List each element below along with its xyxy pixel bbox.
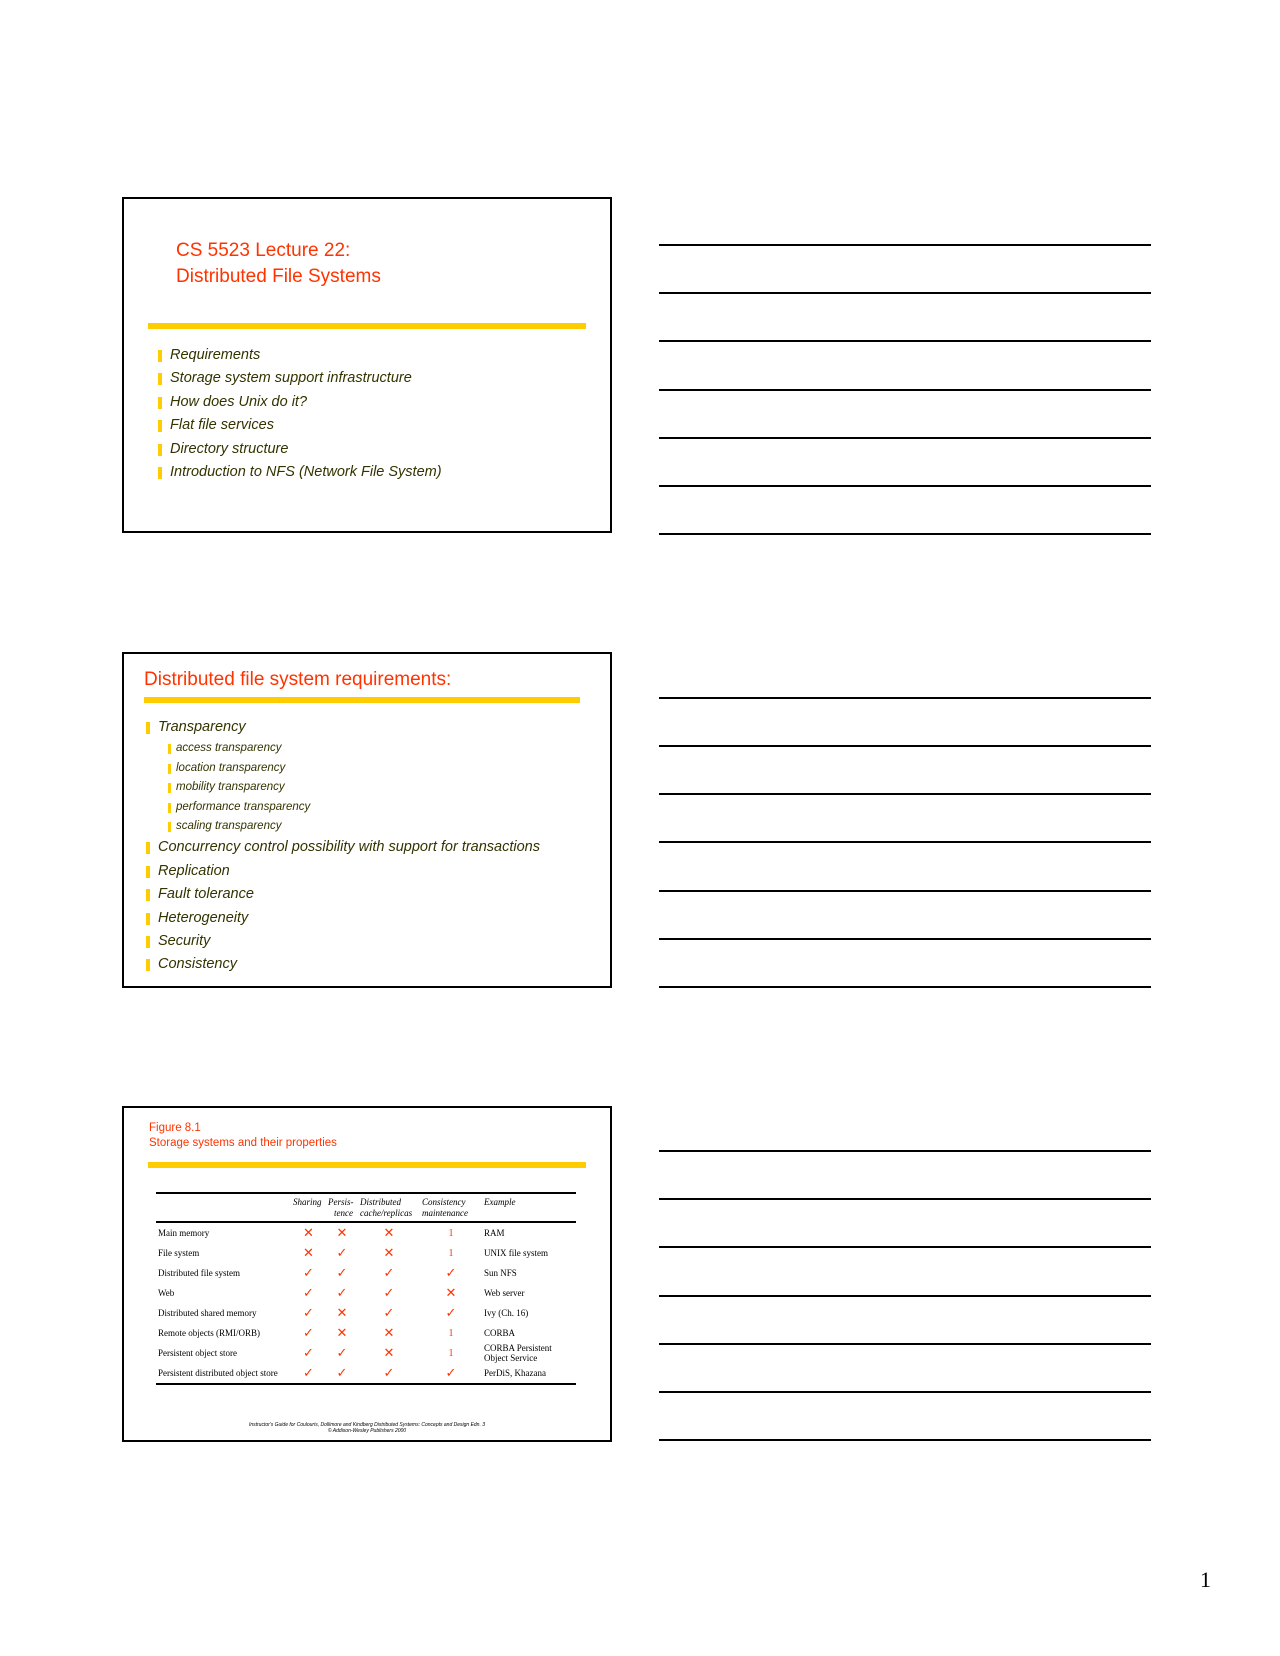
sub-bullet-item: access transparency bbox=[146, 739, 540, 758]
note-line bbox=[659, 389, 1151, 391]
note-line bbox=[659, 1391, 1151, 1393]
cell-distributed: ✓ bbox=[383, 1285, 395, 1301]
table-row bbox=[156, 1263, 576, 1283]
slide-3-title bbox=[149, 1121, 337, 1151]
slide-1 bbox=[122, 197, 612, 533]
note-line bbox=[659, 986, 1151, 988]
bullet-item: How does Unix do it? bbox=[158, 391, 442, 414]
slide-1-title-line-2: Distributed File Systems bbox=[176, 266, 381, 287]
cell-distributed: ✕ bbox=[383, 1325, 395, 1341]
cell-consistency: ✓ bbox=[445, 1265, 457, 1281]
row-name: Distributed file system bbox=[158, 1268, 240, 1278]
cell-persistence: ✕ bbox=[336, 1225, 348, 1241]
cell-persistence: ✓ bbox=[336, 1285, 348, 1301]
row-name: Main memory bbox=[158, 1228, 210, 1238]
note-line bbox=[659, 841, 1151, 843]
cell-consistency: ✕ bbox=[445, 1285, 457, 1301]
sub-bullet-item: mobility transparency bbox=[146, 778, 540, 797]
cell-distributed: ✕ bbox=[383, 1345, 395, 1361]
cell-consistency: ✓ bbox=[445, 1305, 457, 1321]
header-sharing bbox=[291, 1193, 326, 1222]
figure-label: Figure 8.1 bbox=[149, 1122, 201, 1134]
header-example-label: Example bbox=[484, 1197, 516, 1207]
cell-consistency: 1 bbox=[448, 1227, 454, 1239]
storage-properties-table bbox=[156, 1192, 576, 1385]
cell-consistency: 1 bbox=[448, 1347, 454, 1359]
header-storage-system bbox=[156, 1193, 291, 1222]
slide-1-title bbox=[176, 238, 381, 290]
bullet-item: Introduction to NFS (Network File System) bbox=[158, 461, 442, 484]
cell-sharing: ✕ bbox=[303, 1225, 314, 1241]
bullet-item: Requirements bbox=[158, 344, 442, 367]
slide-1-title-rule bbox=[148, 323, 586, 329]
cell-sharing: ✕ bbox=[303, 1245, 314, 1261]
note-line bbox=[659, 1343, 1151, 1345]
slide-2 bbox=[122, 652, 612, 988]
cell-distributed: ✓ bbox=[383, 1265, 395, 1281]
bullet-item: Heterogeneity bbox=[146, 907, 540, 930]
note-line bbox=[659, 697, 1151, 699]
note-line bbox=[659, 793, 1151, 795]
row-name: Persistent distributed object store bbox=[156, 1363, 291, 1384]
note-line bbox=[659, 890, 1151, 892]
header-persistence bbox=[326, 1193, 358, 1222]
bullet-item: Flat file services bbox=[158, 414, 442, 437]
cell-persistence: ✕ bbox=[336, 1325, 348, 1341]
note-line bbox=[659, 340, 1151, 342]
cell-distributed: ✕ bbox=[383, 1245, 395, 1261]
bullet-item: Fault tolerance bbox=[146, 883, 540, 906]
sub-bullet-item: scaling transparency bbox=[146, 817, 540, 836]
cell-example: CORBA Persistent Object Service bbox=[484, 1343, 552, 1363]
slide-1-bullet-list bbox=[158, 344, 442, 484]
bullet-item: Concurrency control possibility with support for transactions bbox=[146, 836, 540, 859]
slide-2-title: Distributed file system requirements: bbox=[144, 669, 452, 690]
cell-distributed: ✓ bbox=[383, 1305, 395, 1321]
row-name: Distributed shared memory bbox=[158, 1308, 257, 1318]
cell-example: PerDiS, Khazana bbox=[482, 1363, 576, 1384]
bullet-item: Replication bbox=[146, 860, 540, 883]
note-line bbox=[659, 1439, 1151, 1441]
table-row bbox=[156, 1323, 576, 1343]
header-consistency bbox=[420, 1193, 482, 1222]
bullet-item: Directory structure bbox=[158, 438, 442, 461]
footer-line-1: Instructor's Guide for Coulouris, Dollimore and Kindberg Distributed Systems: Concepts and Design Edn. 3 bbox=[248, 1422, 486, 1428]
row-name: File system bbox=[158, 1248, 200, 1258]
row-name: Web bbox=[158, 1288, 175, 1298]
note-line bbox=[659, 533, 1151, 535]
cell-example: Ivy (Ch. 16) bbox=[484, 1308, 529, 1318]
header-consistency-line-2: maintenance bbox=[422, 1208, 468, 1218]
cell-sharing: ✓ bbox=[303, 1305, 314, 1321]
cell-sharing: ✓ bbox=[303, 1285, 314, 1301]
cell-example: UNIX file system bbox=[484, 1248, 548, 1258]
cell-sharing: ✓ bbox=[291, 1363, 326, 1384]
cell-sharing: ✓ bbox=[303, 1325, 314, 1341]
row-name: Persistent object store bbox=[158, 1348, 237, 1358]
cell-example: CORBA bbox=[484, 1328, 516, 1338]
header-consistency-line-1: Consistency bbox=[422, 1197, 466, 1207]
header-sharing-label: Sharing bbox=[293, 1197, 322, 1207]
header-persistence-line-2: tence bbox=[334, 1208, 353, 1218]
note-line bbox=[659, 1246, 1151, 1248]
cell-distributed: ✓ bbox=[358, 1363, 420, 1384]
bullet-item: Consistency bbox=[146, 953, 540, 976]
header-persistence-line-1: Persis- bbox=[328, 1197, 354, 1207]
cell-consistency: 1 bbox=[448, 1327, 454, 1339]
sub-bullet-item: location transparency bbox=[146, 759, 540, 778]
slide-2-title-rule bbox=[144, 697, 580, 703]
header-example bbox=[482, 1193, 576, 1222]
header-distributed-line-1: Distributed bbox=[360, 1197, 402, 1207]
note-line bbox=[659, 745, 1151, 747]
cell-example: Web server bbox=[484, 1288, 525, 1298]
row-name: Remote objects (RMI/ORB) bbox=[158, 1328, 260, 1338]
cell-sharing: ✓ bbox=[303, 1345, 314, 1361]
figure-caption: Storage systems and their properties bbox=[149, 1137, 337, 1149]
bullet-item: Transparency bbox=[146, 716, 540, 739]
cell-persistence: ✓ bbox=[336, 1245, 348, 1261]
table-header-row bbox=[156, 1193, 576, 1222]
cell-persistence: ✓ bbox=[336, 1345, 348, 1361]
note-line bbox=[659, 437, 1151, 439]
cell-example: Sun NFS bbox=[484, 1268, 517, 1278]
cell-consistency: ✓ bbox=[420, 1363, 482, 1384]
note-line bbox=[659, 1295, 1151, 1297]
cell-persistence: ✓ bbox=[336, 1265, 348, 1281]
table-row bbox=[156, 1343, 576, 1363]
cell-example: RAM bbox=[484, 1228, 505, 1238]
slide-3-footer bbox=[124, 1422, 610, 1434]
cell-distributed: ✕ bbox=[383, 1225, 395, 1241]
bullet-item: Security bbox=[146, 930, 540, 953]
note-line bbox=[659, 1198, 1151, 1200]
slide-3 bbox=[122, 1106, 612, 1442]
bullet-item: Storage system support infrastructure bbox=[158, 367, 442, 390]
slide-1-title-line-1: CS 5523 Lecture 22: bbox=[176, 240, 351, 261]
table-row bbox=[156, 1283, 576, 1303]
slide-3-title-rule bbox=[148, 1162, 586, 1168]
table-row bbox=[156, 1222, 576, 1243]
footer-line-2: © Addison-Wesley Publishers 2000 bbox=[327, 1428, 407, 1434]
table-row bbox=[156, 1363, 576, 1384]
slide-2-bullet-list bbox=[146, 716, 540, 977]
table-row bbox=[156, 1243, 576, 1263]
cell-sharing: ✓ bbox=[303, 1265, 314, 1281]
note-line bbox=[659, 938, 1151, 940]
sub-bullet-item: performance transparency bbox=[146, 798, 540, 817]
header-distributed bbox=[358, 1193, 420, 1222]
page-number: 1 bbox=[1200, 1567, 1211, 1592]
table-row bbox=[156, 1303, 576, 1323]
note-line bbox=[659, 1150, 1151, 1152]
cell-persistence: ✓ bbox=[326, 1363, 358, 1384]
header-distributed-line-2: cache/replicas bbox=[360, 1208, 413, 1218]
note-line bbox=[659, 485, 1151, 487]
note-line bbox=[659, 292, 1151, 294]
cell-persistence: ✕ bbox=[336, 1305, 348, 1321]
note-line bbox=[659, 244, 1151, 246]
cell-consistency: 1 bbox=[448, 1247, 454, 1259]
